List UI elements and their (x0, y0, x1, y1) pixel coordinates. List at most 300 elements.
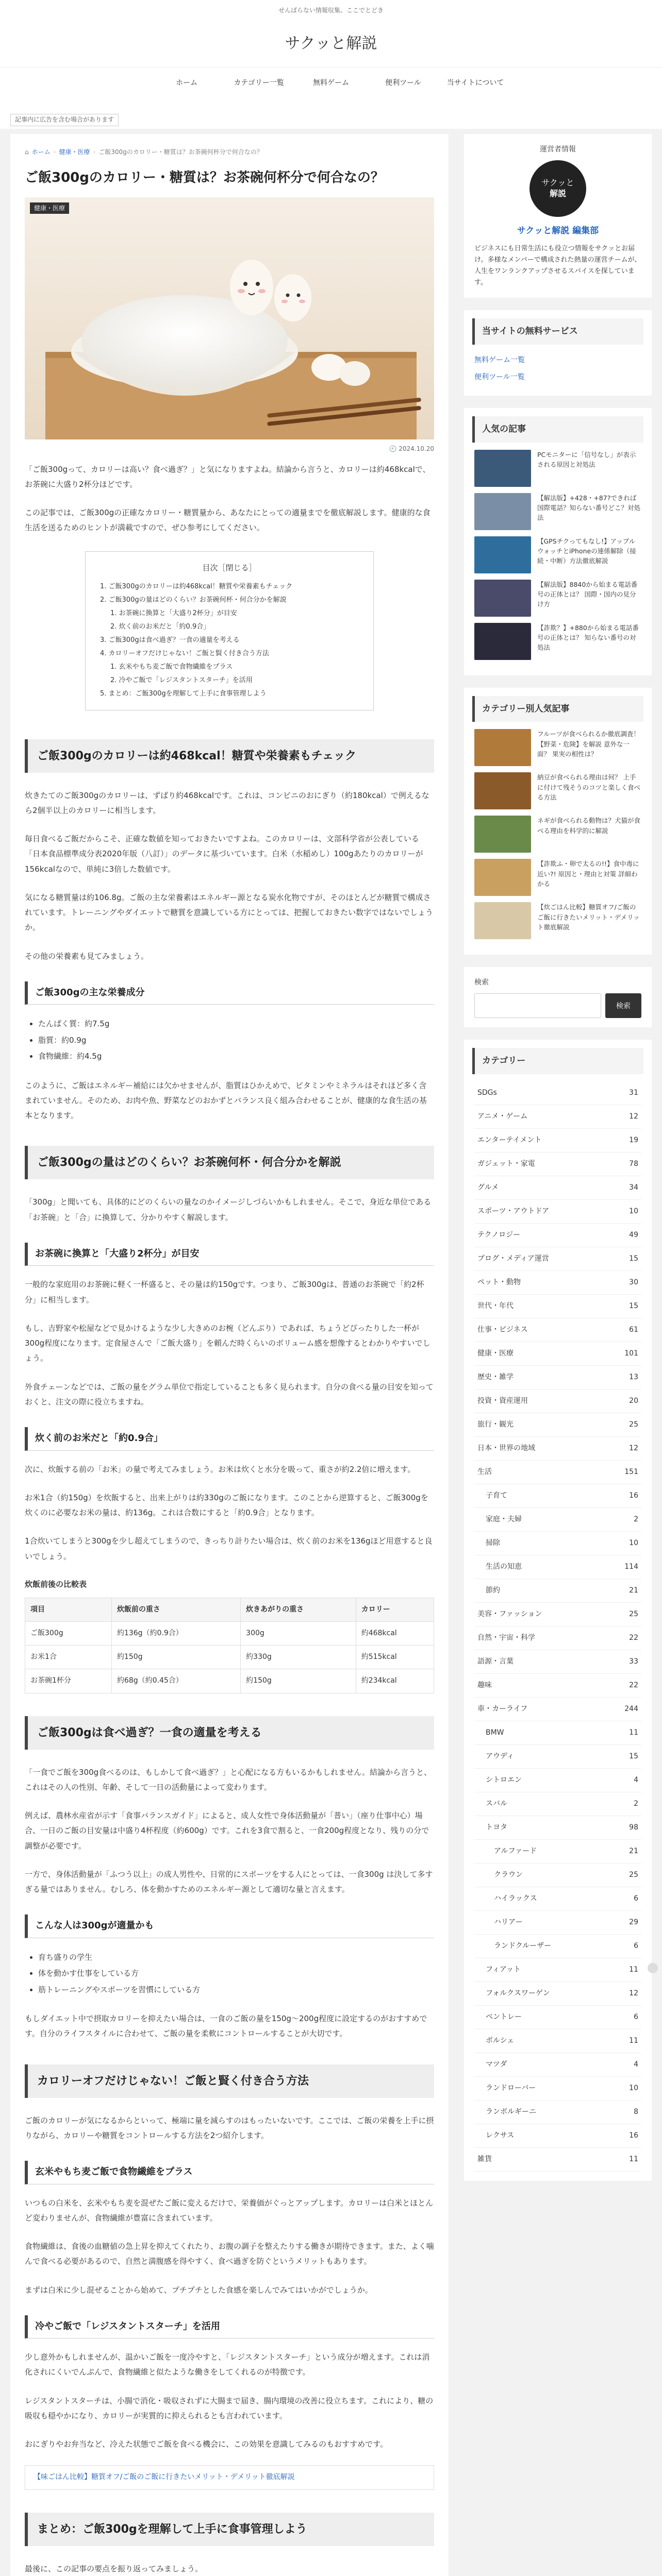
toc-item[interactable]: 1. ご飯300gのカロリーは約468kcal！糖質や栄養素もチェック (100, 582, 293, 590)
category-name[interactable]: 生活の知恵 (486, 1562, 522, 1571)
nav-item[interactable]: 便利ツール (385, 79, 421, 87)
category-count: 4 (634, 2060, 638, 2069)
category-item[interactable] (474, 1153, 641, 1176)
category-name[interactable]: アウディ (486, 1752, 514, 1760)
paragraph: 炊きたてのご飯300gのカロリーは、ずばり約468kcalです。これは、コンビニのおにぎり（約180kcal）で例えるなら2個半以上のカロリーに相当します。 (25, 790, 429, 815)
toc-item[interactable]: 1. お茶碗に換算と「大盛り2杯分」が目安 (110, 609, 237, 617)
table-cell: 約150g (241, 1669, 356, 1693)
table-header-row (25, 1598, 434, 1621)
category-item[interactable] (474, 1792, 641, 1816)
category-count: 114 (624, 1562, 638, 1571)
paragraph: お米1合（約150g）を炊飯すると、出来上がりは約330gのご飯になります。このことから逆算すると、ご飯300gを炊くのに必要なお米の量は、約136g。これは合数にすると「約0.9合」となります。 (25, 1493, 428, 1518)
table-header-cell: 炊飯前の重さ (111, 1598, 240, 1621)
table-cell: 約515kcal (356, 1646, 434, 1669)
category-item[interactable] (474, 2077, 641, 2100)
category-count: 11 (629, 2036, 638, 2045)
category-count: 30 (629, 1278, 638, 1286)
category-count: 10 (629, 2083, 638, 2092)
category-item[interactable] (474, 1105, 641, 1129)
site-title[interactable]: サクッと解説 (285, 35, 377, 53)
category-item[interactable] (474, 1769, 641, 1792)
category-name[interactable]: エンターテイメント (477, 1136, 542, 1144)
free-service-link[interactable]: 無料ゲーム一覧 (474, 355, 525, 364)
category-count: 31 (629, 1088, 638, 1097)
post-date-text: 2024.10.20 (399, 445, 434, 452)
category-count: 6 (634, 1941, 638, 1950)
category-item[interactable] (474, 1224, 641, 1247)
category-item[interactable] (474, 1626, 641, 1650)
nav-item[interactable]: 当サイトについて (446, 79, 504, 87)
category-item[interactable] (474, 1342, 641, 1366)
category-item[interactable] (474, 1958, 641, 1982)
category-item[interactable] (474, 2124, 641, 2148)
toc-title[interactable]: 目次［閉じる］ (202, 563, 257, 572)
post-date (25, 444, 434, 455)
table-header-cell: カロリー (356, 1598, 434, 1621)
toc-item[interactable]: 2. ご飯300gの量はどのくらい？お茶碗何杯・何合分かを解説 (100, 596, 287, 604)
search-widget (464, 967, 652, 1027)
category-item[interactable] (474, 1840, 641, 1863)
toc-item[interactable]: 5. まとめ：ご飯300gを理解して上手に食事管理しよう (100, 689, 267, 698)
category-item[interactable] (474, 2029, 641, 2053)
paragraph: このように、ご飯はエネルギー補給には欠かせませんが、脂質はひかえめで、ビタミンやミネラルはそれほど多く含まれていません。そのため、お肉や魚、野菜などのおかずとバランス良く組み合わせることが、健康的な食生活の基本となります。 (25, 1080, 427, 1121)
table-cell: 約68g（約0.45合） (111, 1669, 240, 1693)
category-item[interactable] (474, 2053, 641, 2077)
section-heading: カロリーオフだけじゃない！ご飯と賢く付き合う方法 (25, 2064, 434, 2098)
category-item[interactable] (474, 1816, 641, 1840)
global-nav (0, 67, 662, 108)
scroll-to-top-button[interactable] (648, 1963, 658, 1973)
page-container (0, 134, 662, 2576)
paragraph: 1合炊いてしまうと300gを少し超えてしまうので、きっちり計りたい場合は、炊く前のお米を136gほど用意すると良いでしょう。 (25, 1536, 433, 1561)
category-name[interactable]: 家庭・夫婦 (486, 1515, 522, 1523)
paragraph: 最後に、この記事の要点を振り返ってみましょう。 (25, 2564, 203, 2573)
category-label[interactable]: 健康・医療 (30, 202, 69, 214)
category-count: 10 (629, 1538, 638, 1547)
article-thumbnail[interactable] (474, 623, 531, 660)
category-item[interactable] (474, 1129, 641, 1153)
avatar-text: 解説 (549, 189, 566, 199)
category-count: 151 (624, 1467, 638, 1476)
category-name[interactable]: テクノロジー (477, 1230, 521, 1239)
category-item[interactable] (474, 1721, 641, 1745)
category-count: 25 (629, 1420, 638, 1429)
table-row (25, 1646, 434, 1669)
paragraph: 「一食でご飯を300g食べるのは、もしかして食べ過ぎ？」と心配になる方もいるかもしれません。結論から言うと、これはその人の性別、年齢、そして一日の活動量によって変わります。 (25, 1767, 432, 1792)
paragraph: 少し意外かもしれませんが、温かいご飯を一度冷やすと、「レジスタントスターチ」という成分が増えます。これは消化されにくいでんぷんで、食物繊維と似たような働きをしてくれるのが特徴です。 (25, 2352, 430, 2377)
ad-notice: 記事内に広告を含む場合があります (10, 114, 119, 126)
category-item[interactable] (474, 2006, 641, 2029)
paragraph: レジスタントスターチは、小腸で消化・吸収されずに大腸まで届き、腸内環境の改善に役立ちます。これにより、糖の吸収も穏やかになり、カロリーが実質的に抑えられるとも言われています。 (25, 2396, 434, 2420)
nutrient-list (38, 1016, 434, 1065)
category-name[interactable]: ハリアー (494, 1918, 523, 1926)
breadcrumb-category[interactable]: 健康・医療 (59, 148, 90, 156)
category-item[interactable] (474, 1650, 641, 1674)
category-item[interactable] (474, 1437, 641, 1461)
category-name[interactable]: ランドローバー (486, 2083, 536, 2092)
comparison-table (25, 1598, 434, 1693)
table-header-cell: 項目 (25, 1598, 112, 1621)
popular-article-item[interactable] (474, 580, 641, 617)
breadcrumb-home[interactable]: ホーム (31, 148, 51, 156)
article-thumbnail[interactable] (474, 816, 531, 853)
category-item[interactable] (474, 1508, 641, 1532)
category-item[interactable] (474, 1176, 641, 1200)
category-count: 25 (629, 1609, 638, 1618)
category-name[interactable]: 車・カーライフ (477, 1704, 528, 1713)
category-count: 13 (629, 1372, 638, 1381)
category-count: 98 (629, 1823, 638, 1832)
category-count: 49 (629, 1230, 638, 1239)
widget-title: 人気の記事 (472, 416, 643, 443)
category-item[interactable] (474, 1911, 641, 1935)
breadcrumb (25, 145, 434, 160)
breadcrumb-separator: › (93, 148, 96, 156)
fit-list (38, 1950, 434, 1998)
category-item[interactable] (474, 1935, 641, 1958)
sub-heading: こんな人は300gが適量かも (25, 1914, 434, 1938)
category-count: 6 (634, 2012, 638, 2021)
list-item: • 食物繊維：約4.5g (38, 1048, 434, 1065)
popular-article-title[interactable]: 【詐欺？】+880から始まる電話番号の正体とは？ 知らない番号の対処法 (537, 623, 639, 652)
category-count: 29 (629, 1918, 638, 1926)
category-item[interactable] (474, 1579, 641, 1603)
category-count: 11 (629, 1965, 638, 1974)
category-item[interactable] (474, 1887, 641, 1911)
category-count: 6 (634, 1894, 638, 1903)
category-item[interactable] (474, 1745, 641, 1769)
category-count: 2 (634, 1799, 638, 1808)
list-item: • 育ち盛りの学生 (38, 1950, 434, 1966)
category-count: 15 (629, 1301, 638, 1310)
category-count: 4 (634, 1775, 638, 1784)
categories-widget (464, 1040, 652, 2181)
article-thumbnail[interactable] (474, 859, 531, 896)
article-thumbnail[interactable] (474, 580, 531, 617)
category-name[interactable]: 世代・年代 (477, 1301, 514, 1310)
sub-heading: 冷やご飯で「レジスタントスターチ」を活用 (25, 2315, 434, 2338)
category-item[interactable] (474, 1389, 641, 1413)
category-name[interactable]: SDGs (477, 1088, 497, 1097)
popular-article-item[interactable] (474, 729, 641, 766)
category-count: 21 (629, 1846, 638, 1855)
popular-article-title[interactable]: 【詐欺ふ・卵で太るの!!】食中毒に近い?! 原因と・理由と対策 詳細わかる (537, 860, 639, 888)
category-item[interactable] (474, 1698, 641, 1721)
table-body (25, 1621, 434, 1693)
widget-title: カテゴリー (472, 1048, 643, 1074)
category-name[interactable]: 歴史・雑学 (477, 1372, 514, 1381)
toc-list (100, 580, 359, 701)
popular-article-title[interactable]: 納豆が食べられる理由は何？ 上手に付けて残そうのコツと楽しく食べる方法 (537, 773, 641, 801)
paragraph: おにぎりやお弁当など、冷えた状態でご飯を食べる機会に、この効果を意識してみるのもおすすめです。 (25, 2439, 388, 2449)
author-label: 運営者情報 (540, 145, 576, 154)
category-popular-list (474, 729, 641, 939)
category-item[interactable] (474, 1318, 641, 1342)
category-count: 15 (629, 1254, 638, 1263)
paragraph: 気になる糖質量は約106.8g。ご飯の主な栄養素はエネルギー源となる炭水化物ですが、そのほとんどが糖質で構成されています。トレーニングやダイエットで糖質を意識している方にとっては、把握しておきたい数字ではないでしょうか。 (25, 892, 434, 933)
section-heading: ご飯300gの量はどのくらい？お茶碗何杯・何合分かを解説 (25, 1146, 434, 1179)
category-item[interactable] (474, 1081, 641, 1105)
category-name[interactable]: 語源・言葉 (477, 1657, 514, 1666)
category-name[interactable]: ランボルギーニ (486, 2107, 536, 2116)
toc-item[interactable]: 2. 炊く前のお米だと「約0.9合」 (110, 622, 210, 631)
paragraph: 一方で、身体活動量が「ふつう以上」の成人男性や、日常的にスポーツをする人にとっては、一食300g は決して多すぎる量ではありません。むしろ、体を動かすためのエネルギー源として適切な量と言えます。 (25, 1869, 433, 1894)
search-label: 検索 (474, 978, 489, 987)
category-count: 12 (629, 1112, 638, 1121)
category-count: 12 (629, 1444, 638, 1452)
author-description: ビジネスにも日常生活にも役立つ情報をサクッとお届け。多様なメンバーで構成された熱量の運営チームが、人生をワンランクアップさせるスパイスを探しています。 (474, 244, 641, 287)
notice-bar (0, 108, 662, 129)
category-name[interactable]: 節約 (486, 1586, 500, 1595)
table-cell: 約468kcal (356, 1621, 434, 1645)
nav-item[interactable]: カテゴリー一覧 (234, 79, 284, 87)
paragraph: ご飯のカロリーが気になるからといって、極端に量を減らすのはもったいないです。ここでは、ご飯の栄養を上手に摂りながら、カロリーや糖質をコントロールする方法を2つ紹介します。 (25, 2115, 434, 2140)
table-row (25, 1669, 434, 1693)
category-item[interactable] (474, 1413, 641, 1437)
table-cell: お茶碗1杯分 (25, 1669, 112, 1693)
category-item[interactable] (474, 1603, 641, 1626)
paragraph: まずは白米に少し混ぜることから始めて、プチプチとした食感を楽しんでみてはいかがでしょうか。 (25, 2285, 373, 2295)
article-thumbnail[interactable] (474, 536, 531, 573)
category-count: 8 (634, 2107, 638, 2116)
table-cell: 約330g (241, 1646, 356, 1669)
category-item[interactable] (474, 1295, 641, 1318)
category-name[interactable]: BMW (486, 1728, 504, 1737)
rice-bowl-illustration (25, 197, 434, 439)
category-count: 15 (629, 1752, 638, 1760)
category-name[interactable]: グルメ (477, 1183, 499, 1192)
breadcrumb-current: ご飯300gのカロリー・糖質は？お茶碗何杯分で何合なの？ (98, 148, 263, 156)
popular-article-title[interactable]: 【炊ごはん比較】糖質オフ/ご飯のご飯に行きたいメリット・デメリット徹底解説 (537, 903, 640, 931)
sub-heading: 玄米やもち麦ご飯で食物繊維をプラス (25, 2161, 434, 2184)
category-name[interactable]: アルファード (494, 1846, 537, 1855)
category-item[interactable] (474, 1271, 641, 1295)
category-item[interactable] (474, 1200, 641, 1224)
category-name[interactable]: フィアット (486, 1965, 521, 1974)
category-name[interactable]: 仕事・ビジネス (477, 1325, 528, 1334)
category-name[interactable]: マツダ (486, 2060, 507, 2069)
paragraph: いつもの白米を、玄米やもち麦を混ぜたご飯に変えるだけで、栄養価がぐっとアップします。カロリーは白米とほとんど変わりませんが、食物繊維が豊富に含まれています。 (25, 2198, 434, 2223)
paragraph: 毎日食べるご飯だからこそ、正確な数値を知っておきたいですよね。このカロリーは、文部科学省が公表している「日本食品標準成分表2020年版（八訂）」のデータに基づいています。白米（水稲めし）100gあたりのカロリーが156kcalなので、単純に3倍した数値です。 (25, 834, 423, 874)
category-name[interactable]: フォルクスワーゲン (486, 1989, 550, 1997)
popular-article-item[interactable] (474, 816, 641, 853)
popular-article-item[interactable] (474, 623, 641, 660)
category-count: 12 (629, 1989, 638, 1997)
category-name[interactable]: 掃除 (486, 1538, 500, 1547)
category-name[interactable]: 自然・宇宙・科学 (477, 1633, 535, 1642)
article-title: ご飯300gのカロリー・糖質は？お茶碗何杯分で何合なの？ (25, 170, 384, 185)
popular-article-item[interactable] (474, 772, 641, 809)
category-name[interactable]: シトロエン (486, 1775, 522, 1784)
table-cell: 約136g（約0.9合） (111, 1621, 240, 1645)
nav-item[interactable]: ホーム (176, 79, 197, 87)
popular-article-title[interactable]: 【GPSチクってもなし!】アップルウォッチとiPhoneの連係解除（接続・中断）方法徹底解説 (537, 537, 636, 565)
site-header (0, 0, 662, 108)
category-count: 25 (629, 1870, 638, 1879)
search-input[interactable] (474, 993, 601, 1018)
category-name[interactable]: ガジェット・家電 (477, 1159, 535, 1168)
search-row (474, 993, 641, 1018)
toc-item[interactable]: 4. カロリーオフだけじゃない！ご飯と賢く付き合う方法 (100, 649, 269, 657)
list-item: • たんぱく質：約7.5g (38, 1016, 434, 1032)
category-item[interactable] (474, 1532, 641, 1555)
category-count: 21 (629, 1586, 638, 1595)
site-tagline: せんばらない情報収集、ここでとどき (278, 7, 384, 14)
article-thumbnail[interactable] (474, 450, 531, 487)
category-count: 11 (629, 1728, 638, 1737)
category-count: 78 (629, 1159, 638, 1168)
list-item: • 脂質：約0.9g (38, 1032, 434, 1049)
category-count: 244 (624, 1704, 638, 1713)
category-count: 33 (629, 1657, 638, 1666)
table-cell: 約234kcal (356, 1669, 434, 1693)
category-item[interactable] (474, 1247, 641, 1271)
category-count: 101 (624, 1349, 638, 1358)
category-count: 61 (629, 1325, 638, 1334)
category-count: 20 (629, 1396, 638, 1405)
table-header-cell: 炊きあがりの重さ (241, 1598, 356, 1621)
category-name[interactable]: 生活 (477, 1467, 492, 1476)
category-name[interactable]: 日本・世界の地域 (477, 1444, 535, 1452)
sub-heading: ご飯300gの主な栄養成分 (25, 981, 434, 1005)
table-cell: 約150g (111, 1646, 240, 1669)
category-name[interactable]: 美容・ファッション (477, 1609, 542, 1618)
category-name[interactable]: ベントレー (486, 2012, 522, 2021)
popular-article-title[interactable]: フルーツが食べられるか徹底調査！【野菜・危険】を解説 意外な一面？ 果実の相性は？ (537, 730, 640, 758)
category-name[interactable]: 雑貨 (477, 2155, 492, 2163)
paragraph: 一般的な家庭用のお茶碗に軽く一杯盛ると、その量は約150gです。つまり、ご飯300gは、普通のお茶碗で「約2杯分」に相当します。 (25, 1280, 424, 1304)
category-name[interactable]: トヨタ (486, 1823, 507, 1832)
free-services-list (474, 352, 641, 386)
article-thumbnail[interactable] (474, 902, 531, 939)
search-button[interactable]: 検索 (605, 993, 641, 1018)
section-heading: ご飯300gは食べ過ぎ？一食の適量を考える (25, 1716, 434, 1750)
category-popular-widget (464, 688, 652, 955)
popular-article-item[interactable] (474, 493, 641, 530)
paragraph: 次に、炊飯する前の「お米」の量で考えてみましょう。お米は炊くと水分を吸って、重さが約2.2倍に増えます。 (25, 1464, 416, 1474)
category-item[interactable] (474, 2100, 641, 2124)
category-name[interactable]: 投資・資産運用 (477, 1396, 528, 1405)
related-article-link[interactable] (25, 2465, 434, 2489)
article-thumbnail[interactable] (474, 772, 531, 809)
category-name[interactable]: ランドクルーザー (494, 1941, 552, 1950)
category-name[interactable]: ハイラックス (494, 1894, 537, 1903)
category-item[interactable] (474, 1366, 641, 1389)
intro-paragraph: 「ご飯300gって、カロリーは高い？食べ過ぎ？」と気になりますよね。結論から言うと、カロリーは約468kcalで、お茶碗に大盛り2杯分ほどです。 (25, 464, 431, 489)
main-content (10, 134, 449, 2576)
paragraph: 食物繊維は、食後の血糖値の急上昇を抑えてくれたり、お腹の調子を整えたりする働きが期待できます。また、よく噛んで食べる必要があるので、自然と満腹感を得やすく、食べ過ぎを防ぐというメリットもあります。 (25, 2242, 434, 2266)
popular-article-item[interactable] (474, 902, 641, 939)
category-item[interactable] (474, 2148, 641, 2172)
table-of-contents (85, 551, 374, 710)
sub-heading: お茶碗に換算と「大盛り2杯分」が目安 (25, 1243, 434, 1266)
category-name[interactable]: 健康・医療 (477, 1349, 514, 1358)
popular-article-item[interactable] (474, 450, 641, 487)
avatar (529, 160, 586, 217)
paragraph: その他の栄養素も見てみましょう。 (25, 951, 149, 961)
article-thumbnail[interactable] (474, 493, 531, 530)
category-name[interactable]: アニメ・ゲーム (477, 1112, 528, 1121)
section-heading: ご飯300gのカロリーは約468kcal！糖質や栄養素もチェック (25, 739, 434, 773)
category-item[interactable] (474, 1461, 641, 1484)
toc-item[interactable]: 3. ご飯300gは食べ過ぎ？一食の適量を考える (100, 636, 240, 644)
table-caption: 炊飯前後の比較表 (25, 1579, 87, 1589)
author-name[interactable]: サクッと解説 編集部 (517, 226, 599, 236)
category-name[interactable]: ポルシェ (486, 2036, 515, 2045)
category-count: 22 (629, 1681, 638, 1689)
category-name[interactable]: スポーツ・アウトドア (477, 1207, 550, 1215)
paragraph: 「300g」と聞いても、具体的にどのくらいの量なのかイメージしづらいかもしれません。そこで、身近な単位である「お茶碗」と「合」に換算して、分かりやすく解説します。 (25, 1197, 432, 1222)
category-count: 2 (634, 1515, 638, 1523)
category-item[interactable] (474, 1982, 641, 2006)
toc-item[interactable]: 2. 冷やご飯で「レジスタントスターチ」を活用 (110, 676, 253, 684)
category-name[interactable]: スバル (486, 1799, 507, 1808)
breadcrumb-separator: › (53, 148, 56, 156)
section-heading: まとめ：ご飯300gを理解して上手に食事管理しよう (25, 2513, 434, 2546)
author-widget (464, 134, 652, 298)
category-item[interactable] (474, 1863, 641, 1887)
category-name[interactable]: ペット・動物 (477, 1278, 521, 1286)
paragraph: もしダイエット中で摂取カロリーを抑えたい場合は、一食のご飯の量を150g〜200g程度に設定するのがおすすめです。自分のライフスタイルに合わせて、ご飯の量を柔軟にコントロールすることが大切です。 (25, 2014, 427, 2039)
popular-article-title[interactable]: PCモニターに「信号なし」が表示される原因と対処法 (537, 450, 636, 468)
category-item[interactable] (474, 1484, 641, 1508)
table-cell: ご飯300g (25, 1621, 112, 1645)
popular-article-item[interactable] (474, 859, 641, 896)
toc-item[interactable]: 1. 玄米やもち麦ご飯で食物繊維をプラス (110, 663, 233, 671)
table-cell: 300g (241, 1621, 356, 1645)
eyecatch-image (25, 197, 434, 439)
category-item[interactable] (474, 1555, 641, 1579)
free-services-widget (464, 310, 652, 396)
sidebar (464, 134, 652, 2576)
popular-widget (464, 408, 652, 675)
table-row (25, 1621, 434, 1645)
nav-item[interactable]: 無料ゲーム (313, 79, 349, 87)
category-count: 22 (629, 1633, 638, 1642)
popular-article-item[interactable] (474, 536, 641, 573)
table-cell: お米1合 (25, 1646, 112, 1669)
home-icon: ⌂ (25, 148, 29, 156)
paragraph: もし、吉野家や松屋などで見かけるような少し大きめのお椀（どんぶり）であれば、ちょうどぴったりした一杯が300g程度になります。定食屋さんで「ご飯大盛り」を頼んだ時くらいのボリューム感を想像するとわかりやすいでしょう。 (25, 1323, 431, 1363)
category-count: 11 (629, 2155, 638, 2163)
category-count: 16 (629, 2131, 638, 2140)
intro-paragraph: この記事では、ご飯300gの正確なカロリー・糖質量から、あなたにとっての適量までを徹底解説します。健康的な食生活を送るためのヒントが満載ですので、ぜひ参考にしてください。 (25, 508, 431, 533)
category-count: 34 (629, 1183, 638, 1192)
avatar-text: サクッと (541, 178, 574, 188)
popular-article-title[interactable]: ネギが食べられる動物は？犬猫が食べる理由を科学的に解説 (537, 817, 641, 835)
widget-title: 当サイトの無料サービス (472, 318, 643, 345)
category-count: 10 (629, 1207, 638, 1215)
category-name[interactable]: 趣味 (477, 1681, 492, 1689)
category-name[interactable]: レクサス (486, 2131, 515, 2140)
category-name[interactable]: 旅行・観光 (477, 1420, 514, 1429)
related-article-title[interactable]: 【味ごはん比較】糖質オフ/ご飯のご飯に行きたいメリット・デメリット徹底解説 (34, 2473, 295, 2482)
widget-title: カテゴリー別人気記事 (472, 696, 643, 722)
sub-heading: 炊く前のお米だと「約0.9合」 (25, 1427, 434, 1450)
category-name[interactable]: 子育て (486, 1491, 507, 1500)
popular-article-title[interactable]: 【解法版】8840から始まる電話番号の正体とは？ 国際・国内の見分け方 (537, 580, 638, 608)
article-thumbnail[interactable] (474, 729, 531, 766)
popular-article-title[interactable]: 【解法版】+428・+87?できれば国際電話？知らない番号どこ？対処法 (537, 494, 641, 522)
category-item[interactable] (474, 1674, 641, 1698)
category-name[interactable]: クラウン (494, 1870, 523, 1879)
list-item: • 筋トレーニングやスポーツを習慣にしている方 (38, 1982, 434, 1998)
category-list (474, 1081, 641, 2172)
category-name[interactable]: ブログ・メディア運営 (477, 1254, 549, 1263)
free-service-link[interactable]: 便利ツール一覧 (474, 373, 525, 382)
category-count: 16 (629, 1491, 638, 1500)
popular-list (474, 450, 641, 660)
